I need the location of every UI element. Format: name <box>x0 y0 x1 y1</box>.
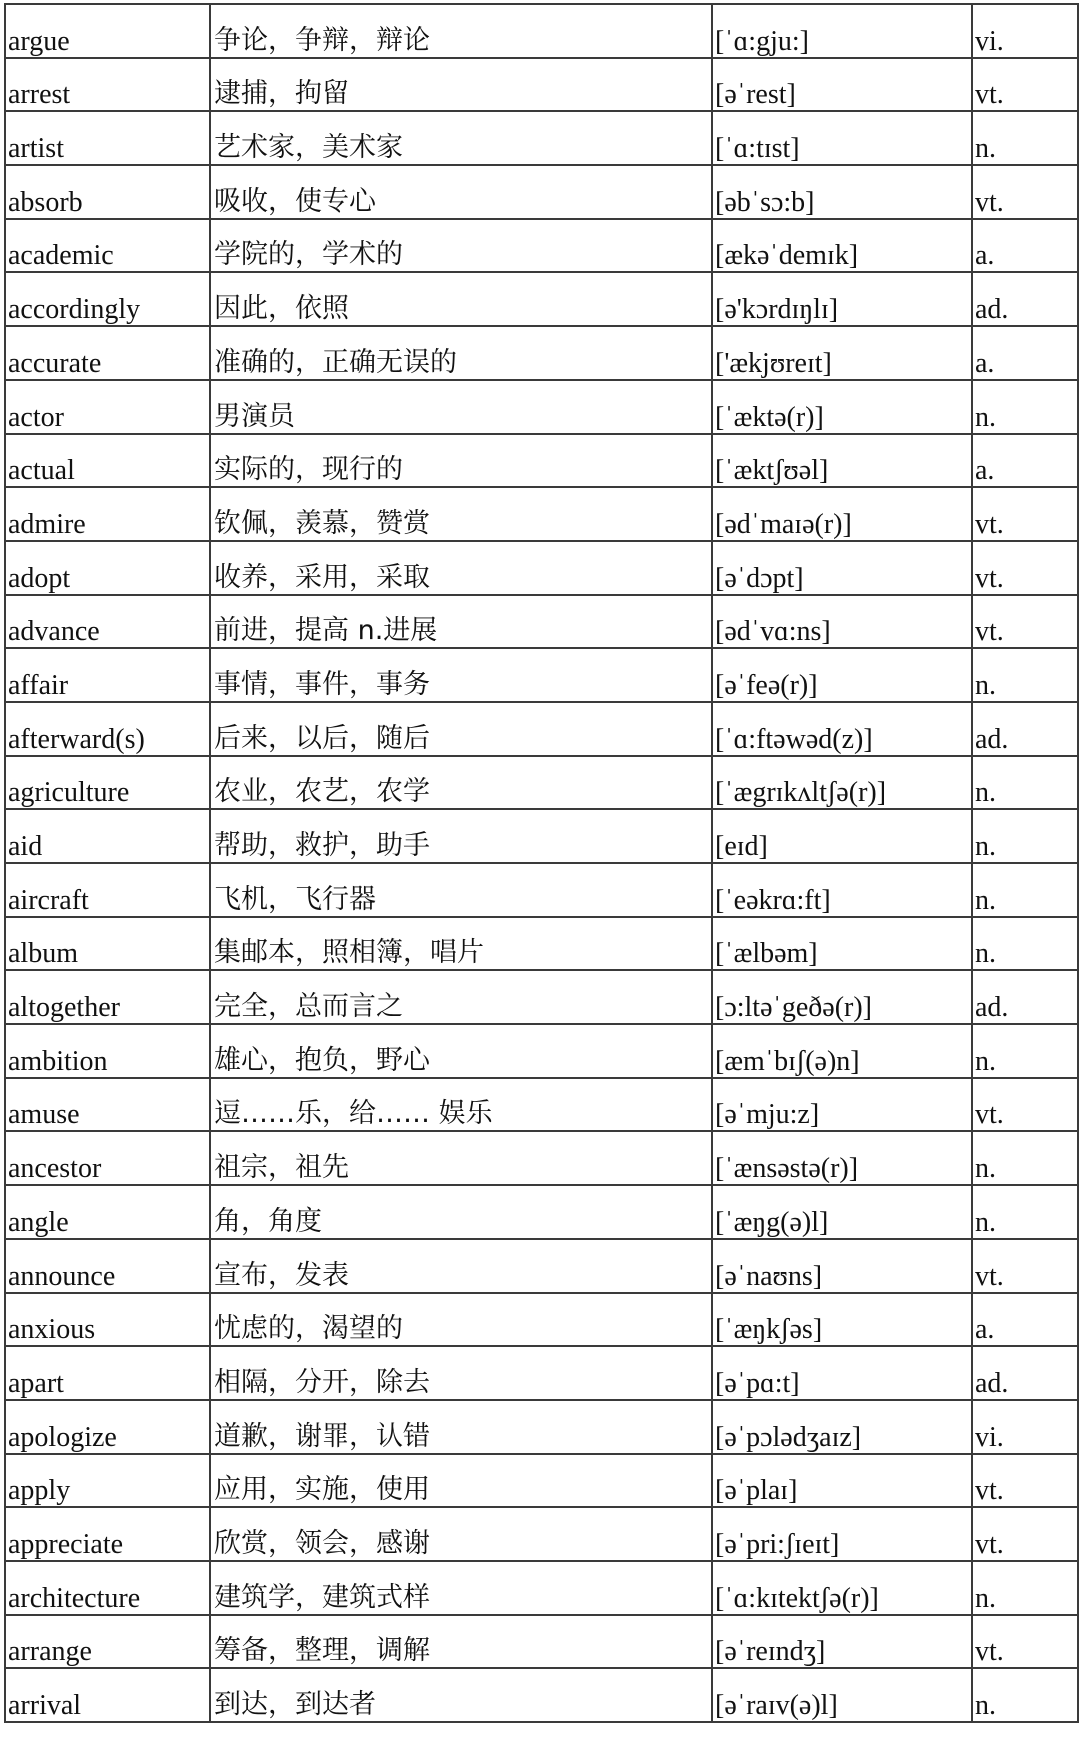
part-of-speech-cell: n. <box>972 1131 1078 1185</box>
word-cell: ancestor <box>5 1131 210 1185</box>
part-of-speech-cell: vt. <box>972 595 1078 649</box>
word-cell: aircraft <box>5 863 210 917</box>
meaning-cell: 收养，采用，采取 <box>210 541 712 595</box>
phonetic-cell: [əˈnaʊns] <box>712 1239 972 1293</box>
part-of-speech-cell: n. <box>972 380 1078 434</box>
table-row <box>5 380 1078 434</box>
part-of-speech-cell: vt. <box>972 1615 1078 1669</box>
word-cell: aid <box>5 809 210 863</box>
meaning-cell: 前进，提高 n.进展 <box>210 595 712 649</box>
phonetic-cell: [ə'kɔrdɪŋlɪ] <box>712 272 972 326</box>
phonetic-cell: [ədˈvɑ:ns] <box>712 595 972 649</box>
part-of-speech-cell: n. <box>972 1185 1078 1239</box>
table-row <box>5 58 1078 112</box>
phonetic-cell: [ˈɑ:kɪtektʃə(r)] <box>712 1561 972 1615</box>
part-of-speech-cell: n. <box>972 1668 1078 1722</box>
table-row <box>5 1507 1078 1561</box>
table-row <box>5 1346 1078 1400</box>
meaning-cell: 争论，争辩，辩论 <box>210 4 712 58</box>
word-cell: academic <box>5 219 210 273</box>
part-of-speech-cell: n. <box>972 1561 1078 1615</box>
phonetic-cell: [ˈæŋkʃəs] <box>712 1293 972 1347</box>
word-cell: apologize <box>5 1400 210 1454</box>
table-row <box>5 702 1078 756</box>
phonetic-cell: [əˈplaɪ] <box>712 1454 972 1508</box>
phonetic-cell: [əˈraɪv(ə)l] <box>712 1668 972 1722</box>
phonetic-cell: [ˈæktə(r)] <box>712 380 972 434</box>
table-row <box>5 595 1078 649</box>
meaning-cell: 事情，事件，事务 <box>210 648 712 702</box>
meaning-cell: 应用，实施，使用 <box>210 1454 712 1508</box>
table-row <box>5 272 1078 326</box>
part-of-speech-cell: n. <box>972 863 1078 917</box>
meaning-cell: 集邮本，照相簿，唱片 <box>210 917 712 971</box>
meaning-cell: 钦佩，羡慕，赞赏 <box>210 487 712 541</box>
meaning-cell: 相隔，分开，除去 <box>210 1346 712 1400</box>
table-row <box>5 1400 1078 1454</box>
phonetic-cell: [ækəˈdemɪk] <box>712 219 972 273</box>
table-row <box>5 1293 1078 1347</box>
table-row <box>5 434 1078 488</box>
word-cell: architecture <box>5 1561 210 1615</box>
meaning-cell: 准确的，正确无误的 <box>210 326 712 380</box>
part-of-speech-cell: vt. <box>972 1078 1078 1132</box>
word-cell: advance <box>5 595 210 649</box>
word-cell: admire <box>5 487 210 541</box>
phonetic-cell: [əbˈsɔ:b] <box>712 165 972 219</box>
phonetic-cell: [ˈeəkrɑ:ft] <box>712 863 972 917</box>
part-of-speech-cell: ad. <box>972 702 1078 756</box>
part-of-speech-cell: n. <box>972 809 1078 863</box>
meaning-cell: 逗……乐，给…… 娱乐 <box>210 1078 712 1132</box>
phonetic-cell: ['ækjʊreɪt] <box>712 326 972 380</box>
phonetic-cell: [ˈælbəm] <box>712 917 972 971</box>
part-of-speech-cell: vt. <box>972 58 1078 112</box>
word-cell: apart <box>5 1346 210 1400</box>
part-of-speech-cell: vt. <box>972 1454 1078 1508</box>
word-cell: argue <box>5 4 210 58</box>
phonetic-cell: [æmˈbɪʃ(ə)n] <box>712 1024 972 1078</box>
phonetic-cell: [əˈreɪndʒ] <box>712 1615 972 1669</box>
table-row <box>5 219 1078 273</box>
word-cell: altogether <box>5 970 210 1024</box>
meaning-cell: 学院的，学术的 <box>210 219 712 273</box>
part-of-speech-cell: n. <box>972 917 1078 971</box>
meaning-cell: 飞机，飞行器 <box>210 863 712 917</box>
table-row <box>5 917 1078 971</box>
table-row <box>5 4 1078 58</box>
phonetic-cell: [əˈfeə(r)] <box>712 648 972 702</box>
phonetic-cell: [ˈæŋg(ə)l] <box>712 1185 972 1239</box>
table-row <box>5 111 1078 165</box>
part-of-speech-cell: vt. <box>972 541 1078 595</box>
table-row <box>5 809 1078 863</box>
word-cell: announce <box>5 1239 210 1293</box>
part-of-speech-cell: ad. <box>972 272 1078 326</box>
table-row <box>5 326 1078 380</box>
phonetic-cell: [ˈægrɪkʌltʃə(r)] <box>712 756 972 810</box>
table-row <box>5 970 1078 1024</box>
phonetic-cell: [ədˈmaɪə(r)] <box>712 487 972 541</box>
part-of-speech-cell: a. <box>972 219 1078 273</box>
word-cell: affair <box>5 648 210 702</box>
part-of-speech-cell: n. <box>972 111 1078 165</box>
meaning-cell: 因此，依照 <box>210 272 712 326</box>
vocabulary-table-body <box>5 4 1078 1722</box>
part-of-speech-cell: vt. <box>972 1239 1078 1293</box>
word-cell: arrange <box>5 1615 210 1669</box>
table-row <box>5 1024 1078 1078</box>
part-of-speech-cell: vt. <box>972 487 1078 541</box>
table-row <box>5 1454 1078 1508</box>
word-cell: angle <box>5 1185 210 1239</box>
table-row <box>5 1668 1078 1722</box>
part-of-speech-cell: a. <box>972 1293 1078 1347</box>
phonetic-cell: [əˈdɔpt] <box>712 541 972 595</box>
word-cell: artist <box>5 111 210 165</box>
word-cell: adopt <box>5 541 210 595</box>
phonetic-cell: [əˈmju:z] <box>712 1078 972 1132</box>
meaning-cell: 雄心，抱负，野心 <box>210 1024 712 1078</box>
meaning-cell: 男演员 <box>210 380 712 434</box>
part-of-speech-cell: n. <box>972 648 1078 702</box>
word-cell: afterward(s) <box>5 702 210 756</box>
part-of-speech-cell: vi. <box>972 1400 1078 1454</box>
table-row <box>5 756 1078 810</box>
table-row <box>5 1561 1078 1615</box>
word-cell: appreciate <box>5 1507 210 1561</box>
word-cell: amuse <box>5 1078 210 1132</box>
phonetic-cell: [ˈæktʃʊəl] <box>712 434 972 488</box>
word-cell: arrival <box>5 1668 210 1722</box>
table-row <box>5 1239 1078 1293</box>
phonetic-cell: [eɪd] <box>712 809 972 863</box>
phonetic-cell: [ˈænsəstə(r)] <box>712 1131 972 1185</box>
meaning-cell: 吸收，使专心 <box>210 165 712 219</box>
phonetic-cell: [ˈɑ:ftəwəd(z)] <box>712 702 972 756</box>
meaning-cell: 后来，以后，随后 <box>210 702 712 756</box>
meaning-cell: 道歉，谢罪，认错 <box>210 1400 712 1454</box>
part-of-speech-cell: ad. <box>972 1346 1078 1400</box>
part-of-speech-cell: vt. <box>972 165 1078 219</box>
meaning-cell: 完全，总而言之 <box>210 970 712 1024</box>
word-cell: agriculture <box>5 756 210 810</box>
word-cell: absorb <box>5 165 210 219</box>
table-row <box>5 863 1078 917</box>
meaning-cell: 农业，农艺，农学 <box>210 756 712 810</box>
meaning-cell: 宣布，发表 <box>210 1239 712 1293</box>
word-cell: accordingly <box>5 272 210 326</box>
meaning-cell: 实际的，现行的 <box>210 434 712 488</box>
meaning-cell: 到达，到达者 <box>210 1668 712 1722</box>
part-of-speech-cell: a. <box>972 434 1078 488</box>
table-row <box>5 648 1078 702</box>
word-cell: arrest <box>5 58 210 112</box>
word-cell: actual <box>5 434 210 488</box>
meaning-cell: 角，角度 <box>210 1185 712 1239</box>
part-of-speech-cell: ad. <box>972 970 1078 1024</box>
word-cell: ambition <box>5 1024 210 1078</box>
phonetic-cell: [əˈpri:ʃɪeɪt] <box>712 1507 972 1561</box>
table-row <box>5 1131 1078 1185</box>
meaning-cell: 逮捕，拘留 <box>210 58 712 112</box>
table-row <box>5 1615 1078 1669</box>
table-row <box>5 1185 1078 1239</box>
meaning-cell: 艺术家，美术家 <box>210 111 712 165</box>
part-of-speech-cell: vt. <box>972 1507 1078 1561</box>
phonetic-cell: [əˈrest] <box>712 58 972 112</box>
meaning-cell: 忧虑的，渴望的 <box>210 1293 712 1347</box>
table-row <box>5 487 1078 541</box>
word-cell: album <box>5 917 210 971</box>
table-row <box>5 541 1078 595</box>
meaning-cell: 建筑学，建筑式样 <box>210 1561 712 1615</box>
part-of-speech-cell: n. <box>972 1024 1078 1078</box>
part-of-speech-cell: vi. <box>972 4 1078 58</box>
phonetic-cell: [ɔ:ltəˈgeðə(r)] <box>712 970 972 1024</box>
phonetic-cell: [ˈɑ:tɪst] <box>712 111 972 165</box>
vocabulary-table <box>4 3 1079 1723</box>
table-row <box>5 1078 1078 1132</box>
word-cell: accurate <box>5 326 210 380</box>
table-row <box>5 165 1078 219</box>
phonetic-cell: [ˈɑ:gju:] <box>712 4 972 58</box>
part-of-speech-cell: a. <box>972 326 1078 380</box>
meaning-cell: 筹备，整理，调解 <box>210 1615 712 1669</box>
meaning-cell: 欣赏，领会，感谢 <box>210 1507 712 1561</box>
word-cell: actor <box>5 380 210 434</box>
meaning-cell: 帮助，救护，助手 <box>210 809 712 863</box>
word-cell: anxious <box>5 1293 210 1347</box>
meaning-cell: 祖宗，祖先 <box>210 1131 712 1185</box>
part-of-speech-cell: n. <box>972 756 1078 810</box>
phonetic-cell: [əˈpɔlədʒaɪz] <box>712 1400 972 1454</box>
phonetic-cell: [əˈpɑ:t] <box>712 1346 972 1400</box>
word-cell: apply <box>5 1454 210 1508</box>
